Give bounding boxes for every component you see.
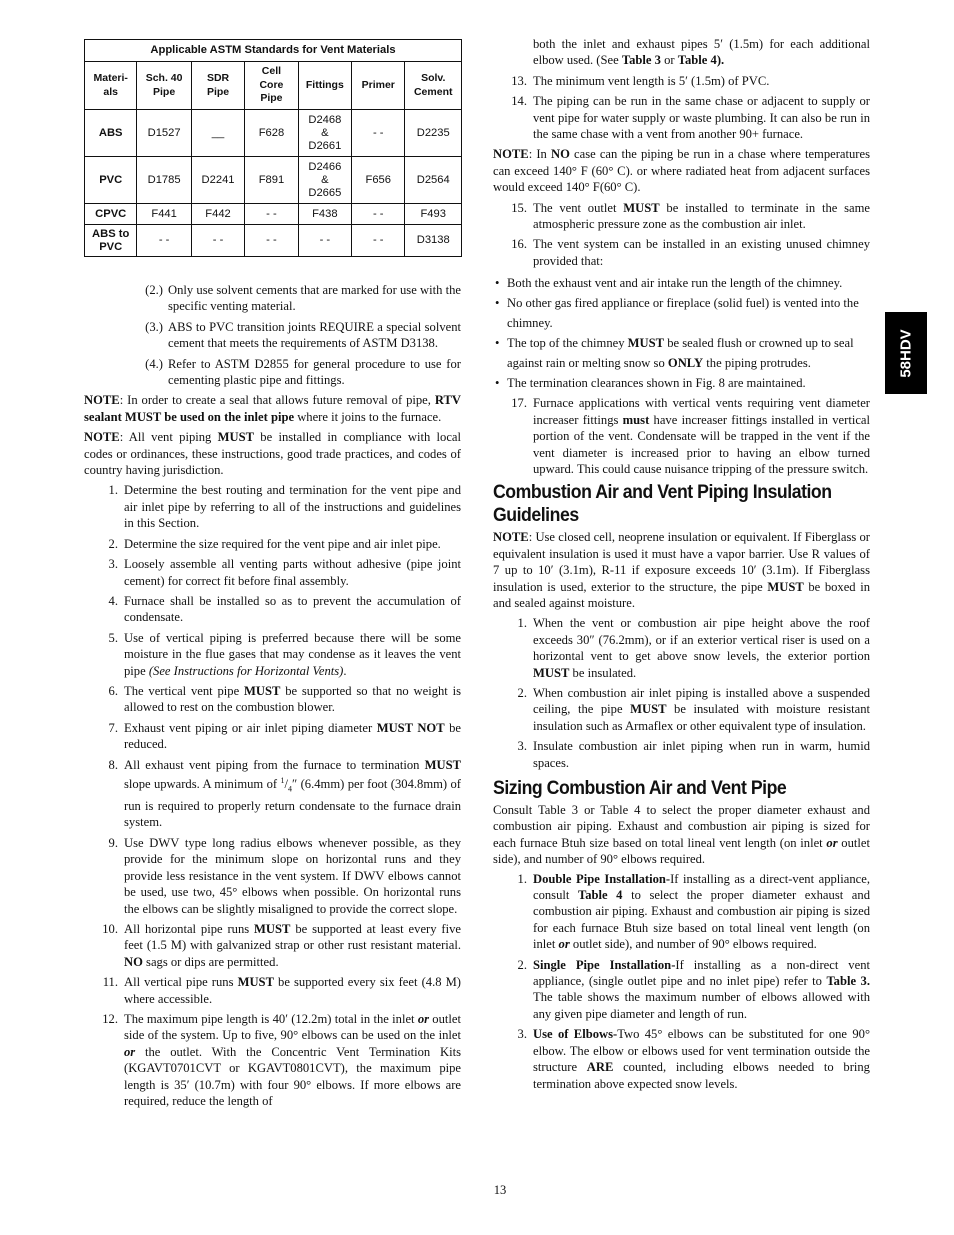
- table-cell: F628: [245, 110, 298, 157]
- list-item-number: 3.: [108, 557, 118, 572]
- list-item-number: 6.: [108, 683, 118, 698]
- list-item: [493, 685, 870, 734]
- list-item: [493, 615, 870, 681]
- text-run: MUST: [623, 200, 660, 215]
- text-run: (See Instructions for Horizontal Vents): [148, 663, 344, 678]
- list-item: [493, 236, 870, 269]
- note-insulation: [493, 529, 870, 611]
- text-run: NO: [124, 954, 143, 969]
- table-cell: D1785: [137, 157, 191, 204]
- header-primer: Primer: [352, 62, 405, 110]
- text-run: be boxed in and sealed against moisture.: [493, 579, 870, 610]
- right-column: [493, 36, 870, 1096]
- text-run: ONLY: [667, 356, 704, 371]
- list-item-number: 2.: [517, 957, 527, 972]
- text-run: The piping can be run in the same chase or adjacent to supply or vent pipe for water supply or waste plumbing. It can also be run in the same chase with a vent from another 90+ furnace.: [533, 94, 870, 142]
- header-cell-core-pipe: Cell Core Pipe: [245, 62, 298, 110]
- table-cell: - -: [352, 110, 405, 157]
- table-cell: CPVC: [85, 204, 137, 225]
- text-run: The termination clearances shown in Fig. 8 are maintained.: [507, 376, 806, 391]
- table-cell: F656: [352, 157, 405, 204]
- text-run: slope upwards. A minimum of: [124, 777, 281, 792]
- text-run: to select the proper diameter exhaust and combustion air piping. Exhaust and combustion air piping is sized for each furnace Btuh size based on total lineal vent length (on inlet: [533, 888, 870, 952]
- list-item-number: 17.: [511, 396, 527, 411]
- list-item: [493, 1026, 870, 1092]
- list-item-number: 7.: [108, 720, 118, 735]
- text-run: 1: [280, 775, 285, 785]
- list-item-number: 1.: [108, 483, 118, 498]
- list-item-number: 12.: [102, 1011, 118, 1026]
- page-number: 13: [493, 1183, 507, 1197]
- bullet-item: [493, 373, 870, 393]
- text-run: Use DWV type long radius elbows whenever possible, as they provide for the minimum slope on horizontal runs and they provide less resistance in the vent system. If DWV elbows cannot be used, use two, 45° elbows when possible. On horizontal runs the elbows can be slightly misaligned to provide the correct slope.: [124, 835, 461, 916]
- text-run: If installing as a non-direct vent appliance, (single outlet pipe and no inlet pipe) refer to: [533, 957, 870, 989]
- text-run: Determine the size required for the vent pipe and air inlet pipe.: [124, 536, 441, 551]
- note-text: case can the piping be run in a chase where temperatures can exceed 140° F (60° C). or where radiated heat from adjacent surfaces would exceed 140° F(60° C).: [493, 147, 870, 195]
- text-run: All vertical pipe runs: [124, 975, 238, 990]
- text-run: MUST: [424, 757, 461, 772]
- text-run: The minimum vent length is 5′ (1.5m) of PVC.: [533, 73, 770, 88]
- list-item: [493, 395, 870, 477]
- list-item: [493, 93, 870, 142]
- header-solvent-cement: Solv. Cement: [405, 62, 462, 110]
- text-run: or: [826, 835, 838, 850]
- text-run: MUST: [630, 702, 667, 717]
- bullet-icon: •: [495, 336, 500, 351]
- table-cell: - -: [352, 225, 405, 257]
- text-run: the outlet. With the Concentric Vent Termination Kits (KGAVT0701CVT or KGAVT0801CVT), the maximum pipe length is 35′ (10.7m) with four 90° elbows. If more elbows are required, reduce the length of: [124, 1044, 461, 1108]
- list-item-number: 1.: [517, 871, 527, 886]
- list-item: [493, 73, 870, 89]
- list-item-number: 16.: [511, 237, 527, 252]
- text-run: The maximum pipe length is 40′ (12.2m) total in the inlet: [124, 1011, 418, 1026]
- header-materials: Materi- als: [85, 62, 137, 110]
- header-sdr-pipe: SDR Pipe: [191, 62, 244, 110]
- text-run: Furnace applications with vertical vents requiring vent diameter increaser fittings: [533, 396, 870, 427]
- text-run: MUST: [533, 665, 570, 680]
- text-run: be sealed flush or crowned up to seal against rain or melting snow so: [507, 336, 854, 371]
- table-cell: __: [191, 110, 244, 157]
- text-run: have increaser fittings installed in vertical portion of the vent. Condensate will be trapped in the vent if the vent diameter is increased prior to having an elbow turned upward. This could cause nuisance tripping of the pressure switch.: [533, 412, 870, 476]
- note-text: : In: [528, 147, 551, 162]
- text-run: counted, including elbows needed to bring termination above expected snow levels.: [533, 1060, 870, 1091]
- text-run: be supported so that no weight is allowed to rest on the combustion blower.: [124, 683, 462, 715]
- text-run: All horizontal pipe runs: [124, 921, 255, 936]
- list-item: [84, 720, 461, 753]
- text-run: When the vent or combustion air pipe height above the roof exceeds 30″ (76.2mm), or if an exterior vertical riser is used on a horizontal vent to get above snow levels, the exterior portion: [533, 616, 870, 664]
- list-item: [84, 683, 461, 716]
- text-run: /: [284, 777, 288, 792]
- note-number: (3.): [145, 319, 163, 334]
- list-item-number: 3.: [517, 1027, 527, 1042]
- text-run: Exhaust vent piping or air inlet piping diameter: [124, 720, 377, 735]
- list-item-number: 2.: [517, 685, 527, 700]
- text-run: Single Pipe Installation-: [533, 957, 676, 972]
- note-chase-temperature: [493, 146, 870, 195]
- text-run: be insulated.: [569, 665, 637, 680]
- text-run: MUST NOT: [376, 720, 445, 735]
- list-item: [84, 757, 461, 831]
- table-row: [85, 204, 462, 225]
- table-cell: D2235: [405, 110, 462, 157]
- insulation-steps-list: [493, 615, 870, 771]
- sizing-steps-list: [493, 871, 870, 1092]
- text-run: outlet side), and number of 90° elbows required.: [569, 937, 817, 952]
- text-run: Furnace shall be installed so as to prevent the accumulation of condensate.: [124, 593, 461, 625]
- note-label: NOTE: [493, 147, 529, 162]
- bullet-item: [493, 273, 870, 293]
- text-run: Table 3: [621, 53, 661, 68]
- table-caption: Applicable ASTM Standards for Vent Materials: [85, 40, 462, 62]
- note-text: be installed in compliance with local codes or ordinances, these instructions, good trade practices, and codes of country having jurisdiction.: [84, 430, 461, 478]
- list-item-number: 5.: [108, 630, 118, 645]
- table-cell: F891: [245, 157, 298, 204]
- text-run: 4: [287, 784, 292, 794]
- list-item: [84, 482, 461, 531]
- list-item: [84, 630, 461, 679]
- list-item: [84, 921, 461, 970]
- note-text: : In order to create a seal that allows future removal of pipe,: [119, 393, 435, 408]
- vent-steps-list-right-2: [493, 200, 870, 270]
- list-item: [84, 1011, 461, 1109]
- text-run: Both the exhaust vent and air intake run the length of the chimney.: [507, 276, 843, 291]
- text-run: Two 45° elbows can be substituted for one 90° elbow. The elbow or elbows used for vent termination outside the structure: [533, 1027, 870, 1075]
- table-cell: D2241: [191, 157, 244, 204]
- text-run: or: [660, 53, 678, 68]
- list-item-number: 1.: [517, 616, 527, 631]
- table-notes-list: [84, 282, 461, 388]
- table-cell: ABS to PVC: [85, 225, 137, 257]
- text-run: The vent outlet: [533, 200, 624, 215]
- list-item: [493, 871, 870, 953]
- text-run: Loosely assemble all venting parts without adhesive (pipe joint cement) for correct fit before final assembly.: [124, 557, 461, 588]
- text-run: be installed to terminate in the same atmospheric pressure zone as the combustion air inlet.: [533, 200, 870, 232]
- list-item: [84, 974, 461, 1007]
- note-bold: RTV sealant MUST be used on the inlet pipe: [84, 393, 461, 424]
- list-item-number: 10.: [102, 921, 118, 936]
- list-item: [493, 738, 870, 771]
- text-run: outlet side), and number of 90° elbows required.: [493, 835, 870, 867]
- header-fittings: Fittings: [298, 62, 351, 110]
- table-cell: D2466 & D2665: [298, 157, 351, 204]
- bullet-icon: •: [495, 276, 500, 291]
- note-text: Refer to ASTM D2855 for general procedure to use for cementing plastic pipe and fittings.: [168, 356, 461, 388]
- table-cell: PVC: [85, 157, 137, 204]
- text-run: Insulate combustion air inlet piping when run in warm, humid spaces.: [533, 739, 870, 770]
- text-run: Consult Table 3 or Table 4 to select the proper diameter exhaust and combustion air piping. Exhaust and combustion air piping is sized for each furnace Btuh size based on total lineal vent length (on inlet: [493, 803, 870, 850]
- text-run: When combustion air inlet piping is installed above a suspended ceiling, the pipe: [533, 685, 870, 717]
- note-label: NOTE: [84, 393, 120, 408]
- vent-steps-list-right: [493, 73, 870, 143]
- table-cell: D2564: [405, 157, 462, 204]
- text-run: be insulated with moisture resistant insulation such as Armaflex or other equivalent type of insulation.: [533, 702, 871, 733]
- step-12-continued: [493, 36, 870, 69]
- text-run: the piping protrudes.: [703, 356, 811, 371]
- text-run: No other gas fired appliance or fireplace (solid fuel) is vented into the chimney.: [507, 296, 859, 331]
- text-run: Table 4).: [677, 53, 725, 68]
- table-cell: D1527: [137, 110, 191, 157]
- text-run: If installing as a direct-vent appliance, consult: [533, 871, 870, 903]
- table-cell: - -: [245, 204, 298, 225]
- list-item: [84, 835, 461, 917]
- table-cell: ABS: [85, 110, 137, 157]
- text-run: or: [558, 937, 570, 952]
- list-item: [84, 593, 461, 626]
- text-run: MUST: [237, 975, 274, 990]
- text-run: or: [124, 1044, 136, 1059]
- table-cell: F438: [298, 204, 351, 225]
- list-item-number: 2.: [108, 536, 118, 551]
- list-item: [493, 200, 870, 233]
- header-sch40-pipe: Sch. 40 Pipe: [137, 62, 191, 110]
- bullet-icon: •: [495, 296, 500, 311]
- list-item-number: 8.: [108, 757, 118, 772]
- table-cell: F493: [405, 204, 462, 225]
- table-row: [85, 157, 462, 204]
- list-item-number: 14.: [511, 94, 527, 109]
- text-run: All exhaust vent piping from the furnace to termination: [124, 757, 425, 772]
- text-run: ″ (6.4mm) per foot (304.8mm) of run is required to properly return condensate to the furnace drain system.: [124, 777, 461, 830]
- table-row: [85, 225, 462, 257]
- text-run: : Use closed cell, neoprene insulation or equivalent. If Fiberglass or equivalent insulation is used it must have a vapor barrier. Use R values of 7 up to 10′ (3.1m), R-11 if exposure exceeds 10′ (3.1m). If Fiberglass insulation is used, exterior to the structure, the pipe: [493, 530, 870, 594]
- list-item: [493, 957, 870, 1023]
- text-run: The vent system can be installed in an existing unused chimney provided that:: [533, 237, 870, 268]
- left-column: [84, 282, 461, 1113]
- list-item-number: 15.: [511, 200, 527, 215]
- note-rtv-sealant: [84, 392, 461, 425]
- text-run: Determine the best routing and termination for the vent pipe and air inlet pipe by referring to all of the instructions and guidelines in this Section.: [124, 483, 461, 531]
- list-item-number: 4.: [108, 593, 118, 608]
- note-text: where it joins to the furnace.: [294, 409, 442, 424]
- text-run: be reduced.: [124, 720, 461, 752]
- text-run: The top of the chimney: [507, 336, 628, 351]
- table-cell: F442: [191, 204, 244, 225]
- table-cell: - -: [298, 225, 351, 257]
- list-item-number: 9.: [108, 835, 118, 850]
- side-tab-model: [885, 312, 927, 394]
- list-item: [84, 556, 461, 589]
- text-run: both the inlet and exhaust pipes 5′ (1.5m) for each additional elbow used. (See: [533, 37, 870, 68]
- bullet-item: [493, 333, 870, 373]
- text-run: be supported every six feet (4.8 M) where accessible.: [124, 975, 461, 1006]
- table-row: [85, 110, 462, 157]
- note-number: (2.): [145, 283, 163, 297]
- text-run: Double Pipe Installation-: [533, 871, 671, 886]
- table-cell: - -: [137, 225, 191, 257]
- sizing-intro: [493, 802, 870, 868]
- table-cell: F441: [137, 204, 191, 225]
- text-run: or: [417, 1011, 430, 1026]
- text-run: ARE: [586, 1060, 614, 1075]
- note-bold: MUST: [217, 430, 255, 445]
- vent-steps-list-right-3: [493, 395, 870, 477]
- text-run: NOTE: [493, 530, 529, 545]
- list-item-number: 3.: [517, 739, 527, 754]
- text-run: MUST: [254, 921, 291, 936]
- side-tab-label: 58HDV: [897, 328, 915, 378]
- table-cell: - -: [352, 204, 405, 225]
- text-run: MUST: [243, 683, 281, 698]
- text-run: must: [622, 412, 650, 427]
- note-text: ABS to PVC transition joints REQUIRE a special solvent cement that meets the requirements of ASTM D3138.: [168, 319, 461, 351]
- text-run: The table shows the maximum number of elbows allowed with any given pipe diameter and length of run.: [533, 990, 870, 1021]
- note-compliance: [84, 429, 461, 478]
- chimney-conditions-list: [493, 273, 870, 393]
- section-heading-sizing: Sizing Combustion Air and Vent Pipe: [493, 778, 787, 799]
- vent-steps-list: [84, 482, 461, 1109]
- table-cell: - -: [245, 225, 298, 257]
- text-run: sags or dips are permitted.: [142, 954, 279, 969]
- text-run: Use of Elbows-: [533, 1027, 618, 1042]
- list-item: [84, 319, 461, 352]
- section-heading-insulation: Combustion Air and Vent Piping Insulation Guidelines: [493, 482, 832, 527]
- list-item: [84, 282, 461, 315]
- note-label: NOTE: [84, 430, 120, 445]
- bullet-icon: •: [495, 376, 500, 391]
- text-run: be supported at least every five feet (1.5 M) with galvanized strap or other rust resistant material.: [124, 921, 461, 953]
- astm-standards-table: [84, 39, 462, 257]
- text-run: outlet side of the system. Up to five, 90° elbows can be used on the inlet: [124, 1011, 461, 1043]
- note-text: : All vent piping: [119, 430, 218, 445]
- note-number: (4.): [145, 356, 163, 371]
- text-run: MUST: [627, 336, 665, 351]
- table-header-row: [85, 62, 462, 110]
- table-cell: D2468 & D2661: [298, 110, 351, 157]
- list-item-number: 13.: [511, 73, 527, 88]
- note-bold: NO: [550, 147, 570, 162]
- list-item: [84, 536, 461, 552]
- list-item: [84, 356, 461, 389]
- text-run: .: [343, 663, 347, 678]
- text-run: Table 3.: [826, 974, 870, 989]
- text-run: Use of vertical piping is preferred because there will be some moisture in the flue gases that may condense as it leaves the vent pipe: [124, 630, 461, 678]
- text-run: Table 4: [577, 888, 623, 903]
- text-run: MUST: [767, 579, 804, 594]
- note-text: Only use solvent cements that are marked for use with the specific venting material.: [168, 283, 461, 314]
- bullet-item: [493, 293, 870, 333]
- list-item-number: 11.: [102, 975, 118, 990]
- table-cell: D3138: [405, 225, 462, 257]
- text-run: The vertical vent pipe: [124, 683, 244, 698]
- table-cell: - -: [191, 225, 244, 257]
